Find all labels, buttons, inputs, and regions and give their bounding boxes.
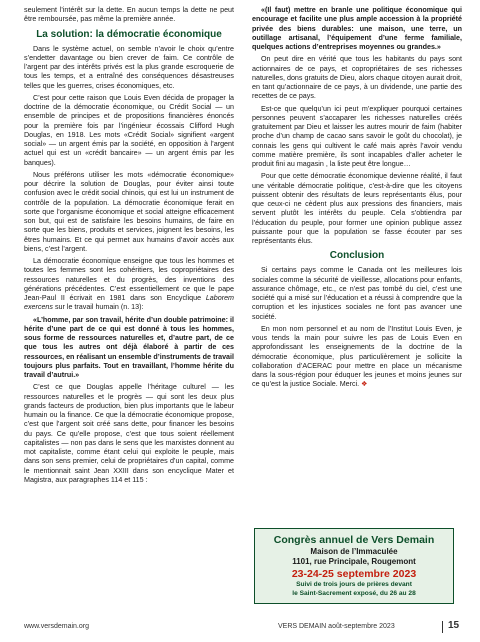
paragraph-text: La démocratie économique enseigne que tous les hommes et toutes les femmes sont les cohéritiers, les copropriétaires des ressources naturelles et du progrès, des inventions des générations précédentes. C’est essentiellement ce que le pape Jean-Paul II écrivait en 1981 dans son Encyclique (24, 257, 234, 302)
announcement-venue: Maison de l’Immaculée (310, 547, 398, 556)
footer-url: www.versdemain.org (24, 623, 89, 630)
announcement-note: Suivi de trois jours de prières devant (296, 581, 412, 588)
paragraph: Est-ce que quelqu’un ici peut m’expliquer pourquoi certaines personnes peuvent s’accaparer les richesses naturelles créés gratuitement par Dieu et laisser les autres mourir de faim (habiter proche d’un champ de cacao sans savoir le goût du chocolat), je connais les gens qui cultivent le café mais après l’avoir vendu comme matière première, ils sont incapables d’aller acheter le produit fini au magasin , la liste peut être longue… (252, 104, 462, 168)
block-quote: «L’homme, par son travail, hérite d’un double patrimoine: il hérite d’une part de ce qui est donné à tous les hommes, sous forme de ressources naturelles et, d’autre part, de ce que tous les autres ont déjà élaboré à partir de ces ressources, en réalisant un ensemble d’instruments de travail toujours plus parfaits. Tout en travaillant, l’homme hérite du travail d’autrui.» (24, 315, 234, 379)
section-heading: La solution: la démocratie économique (36, 28, 222, 40)
block-quote: «(Il faut) mettre en branle une politique économique qui encourage et facilite une plus ample accession à la propriété privée des biens durables: une maison, une terre, un outillage artisanal, l’équipement d’une ferme familiale, quelques actions d’entreprises moyennes ou grandes.» (252, 6, 462, 51)
right-column (252, 6, 462, 393)
paragraph: Dans le système actuel, on semble n’avoir le choix qu’entre s’endetter davantage ou bien crever de faim. Ce contrôle de l’argent par des intérêts privés est la plus grande escroquerie de tous les temps, et a entraîné des conséquences désastreuses telles que les guerres, crises économiques, etc. (24, 44, 234, 90)
paragraph: Pour que cette démocratie économique devienne réalité, il faut une véritable démocratie politique, c’est-à-dire que les citoyens puissent obtenir des résultats de leurs représentants élus, pour que ceux-ci ne cèdent plus aux pressions des financiers, mais servent plutôt les intérêts du peuple. Cela s’obtiendra par l’éducation du peuple, pour former une opinion publique assez puissante pour que la population se fasse écouter par ses représentants élus. (252, 172, 462, 245)
left-column (24, 6, 234, 488)
encyclical-title: Laborem exercens (24, 294, 234, 312)
paragraph (24, 257, 234, 313)
paragraph: C’est pour cette raison que Louis Even décida de propager la doctrine de la démocratie économique, ou Crédit Social — un ensemble de principes et de propositions financières énoncés pour la première fois par l’ingénieur écossais Clifford Hugh Douglas, en 1918. Les mots «Crédit Social» signifient «argent social» — un argent émis par la société, en opposition à l’argent actuel qui est un «crédit bancaire» — un argent émis par les banques). (24, 93, 234, 167)
announcement-dates: 23-24-25 septembre 2023 (291, 568, 417, 580)
paragraph-text: sur le travail humain (n. 13): (52, 303, 144, 312)
announcement-note: le Saint-Sacrement exposé, du 26 au 28 (292, 589, 416, 597)
footer-magazine: VERS DEMAIN août-septembre 2023 (278, 623, 395, 630)
paragraph: seulement l’intérêt sur la dette. En aucun temps la dette ne peut être remboursée, pas même la première année. (24, 6, 234, 24)
paragraph: On peut dire en vérité que tous les habitants du pays sont actionnaires de ce pays, et copropriétaires de ses richesses naturelles, dons gratuits de Dieu, alors chaque citoyen aurait droit, en tant qu’actionnaire de ce pays, à un dividende, une partie des recettes de ce pays. (252, 55, 462, 101)
section-heading: Conclusion (329, 250, 385, 262)
paragraph (252, 325, 462, 390)
end-mark-icon: ❖ (361, 380, 368, 389)
paragraph: Si certains pays comme le Canada ont les meilleures lois sociales comme la sécurité de vieillesse, allocations pour enfants, assurance chômage, etc., ce n’est pas tombé du ciel, c’est une société qui a misé sur l’éducation et a réussi à comprendre que la corruption et les injustices sociales ne font pas avancer une société. (252, 266, 462, 321)
paragraph: C’est ce que Douglas appelle l’héritage culturel — les ressources naturelles et le progrès — qui sont les deux plus grands facteurs de production, bien plus importants que le labeur humain ou la finance. Ce que la démocratie économique propose, c’est que l’argent soit créé sans dette, pour financer les besoins du pays. Ce qu’elle propose, c’est que tous soient réellement capitalistes — non pas dans le sens que les marxistes donnent au mot capitaliste, comme étant celui qui exploite le peuple, mais dans son sens premier, celui de propriétaires d’un capital, comme le mentionnait saint Jean XXIII dans son encyclique Mater et Magistra, aux paragraphes 114 et 115 : (24, 383, 234, 484)
page-footer (24, 620, 460, 633)
announcement-address: 1101, rue Principale, Rougemont (292, 557, 416, 566)
announcement-title: Congrès annuel de Vers Demain (273, 534, 435, 546)
congress-announcement-box (254, 528, 454, 604)
paragraph: Nous préférons utiliser les mots «démocratie économique» pour décrire la solution de Douglas, pour éviter ainsi toute confusion avec le crédit social chinois, qui est lui un instrument de contrôle de la population. La démocratie économique ferait en sorte que l’organisme économique et social atteigne efficacement son but, qui est de satisfaire les besoins humains, de faire en sorte que les biens, produits et services, joignent les besoins, les êtres humains. Et ce qui permet aux humains d’avoir accès aux biens, c’est l’argent. (24, 170, 234, 253)
footer-divider (442, 621, 443, 633)
paragraph-text: En mon nom personnel et au nom de l’Institut Louis Even, je vous tends la main pour suivre les pas de Louis Even en approfondissant les enseignements de la doctrine de la démocratie économique, plus particulièrement je sollicite la collaboration d’ACERAC pour mettre en place un mécanisme dans la sous-région pour éduquer les jeunes et moins jeunes sur ce qu’est la justice Sociale. Merci. (252, 324, 462, 389)
page-number: 15 (448, 620, 460, 631)
